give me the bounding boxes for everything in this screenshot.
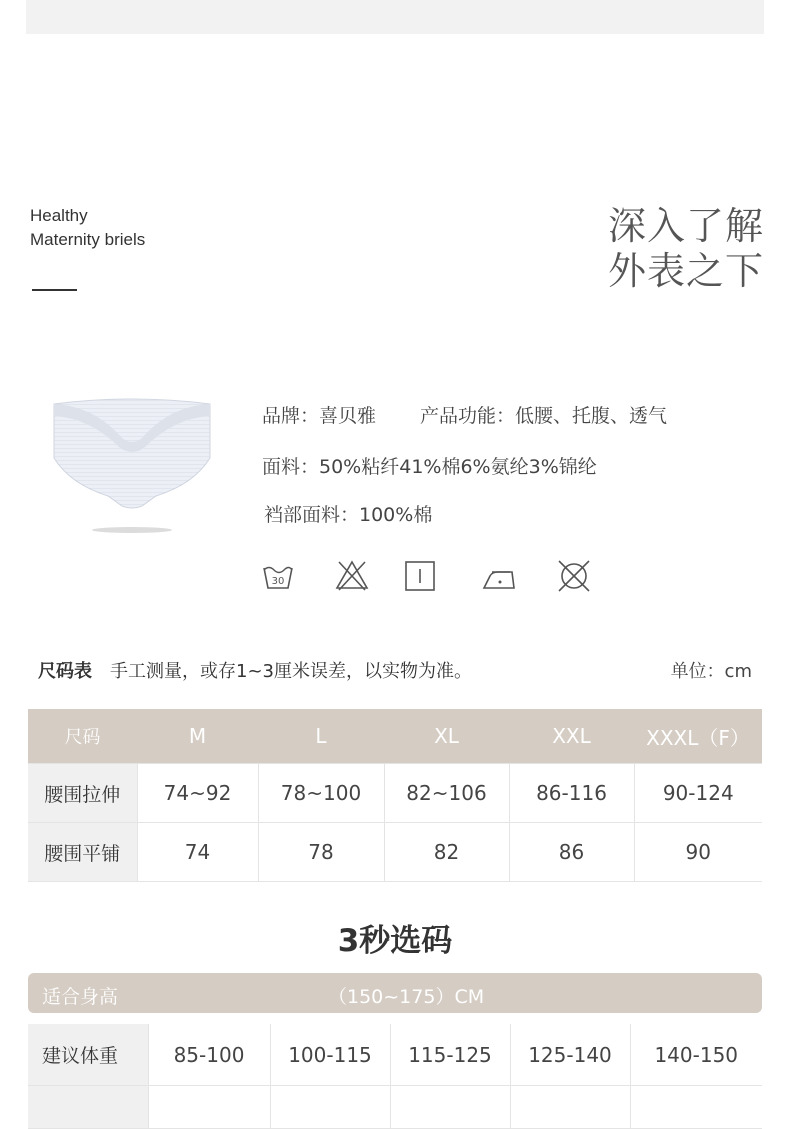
chinese-title <box>608 204 764 294</box>
size-chart-table <box>28 709 762 882</box>
table-cell <box>148 1086 270 1129</box>
wash-temperature: 30 <box>271 576 285 587</box>
weight-label: 建议体重 <box>28 1024 148 1086</box>
size-chart-title: 尺码表 <box>38 661 92 682</box>
spec-crotch: 裆部面料：100%棉 <box>264 504 433 526</box>
table-cell: 90-124 <box>634 764 762 823</box>
product-image <box>44 396 220 540</box>
table-cell: 85-100 <box>148 1024 270 1086</box>
table-cell: 140-150 <box>630 1024 762 1086</box>
table-cell: 82~106 <box>384 764 509 823</box>
table-cell: 86 <box>509 823 634 882</box>
table-cell: 90 <box>634 823 762 882</box>
table-cell: 74 <box>137 823 258 882</box>
size-chart-heading <box>38 657 472 683</box>
size-header-l: L <box>258 709 384 764</box>
row-label-waist-stretch: 腰围拉伸 <box>28 764 137 823</box>
size-header-label: 尺码 <box>28 709 137 764</box>
iron-low-icon <box>482 558 518 594</box>
chinese-title-line2: 外表之下 <box>607 249 764 293</box>
table-cell: 82 <box>384 823 509 882</box>
table-cell: 100-115 <box>270 1024 390 1086</box>
table-cell: 125-140 <box>510 1024 630 1086</box>
table-row <box>28 1086 762 1129</box>
table-cell: 78 <box>258 823 384 882</box>
no-tumble-dry-icon <box>556 558 592 594</box>
table-cell <box>630 1086 762 1129</box>
english-title-line2: Maternity briels <box>30 230 146 249</box>
size-header-xxl: XXL <box>509 709 634 764</box>
table-row <box>28 764 762 823</box>
english-title <box>30 204 145 252</box>
size-header-xl: XL <box>384 709 509 764</box>
row-label-waist-flat: 腰围平铺 <box>28 823 137 882</box>
height-label: 适合身高 <box>42 986 119 1008</box>
chinese-title-line1: 深入了解 <box>607 204 764 248</box>
table-cell: 74~92 <box>137 764 258 823</box>
table-cell <box>270 1086 390 1129</box>
table-cell: 78~100 <box>258 764 384 823</box>
size-header-row <box>28 709 762 764</box>
title-underline <box>32 289 77 291</box>
quick-select-title: 3秒选码 <box>337 923 453 959</box>
size-header-xxxl: XXXL（F） <box>634 709 762 764</box>
table-row <box>28 1024 762 1086</box>
height-range-bar <box>28 973 762 1013</box>
spec-fabric: 面料：50%粘纤41%棉6%氨纶3%锦纶 <box>262 456 597 478</box>
spec-brand: 品牌：喜贝雅 <box>262 405 377 427</box>
table-cell: 86-116 <box>509 764 634 823</box>
height-value: （150~175）CM <box>328 986 485 1008</box>
spec-function: 产品功能：低腰、托腹、透气 <box>420 405 668 427</box>
tumble-dry-icon <box>402 558 438 594</box>
table-cell <box>390 1086 510 1129</box>
table-cell <box>28 1086 148 1129</box>
top-image-band <box>26 0 764 34</box>
table-cell <box>510 1086 630 1129</box>
size-chart-note: 手工测量，或存1~3厘米误差，以实物为准。 <box>110 661 472 682</box>
size-header-m: M <box>137 709 258 764</box>
table-cell: 115-125 <box>390 1024 510 1086</box>
wash-30-icon <box>260 558 296 594</box>
no-bleach-icon <box>334 558 370 594</box>
size-chart-unit: 单位：cm <box>670 661 752 682</box>
weight-table <box>28 1024 762 1129</box>
table-row <box>28 823 762 882</box>
english-title-line1: Healthy <box>30 206 88 225</box>
